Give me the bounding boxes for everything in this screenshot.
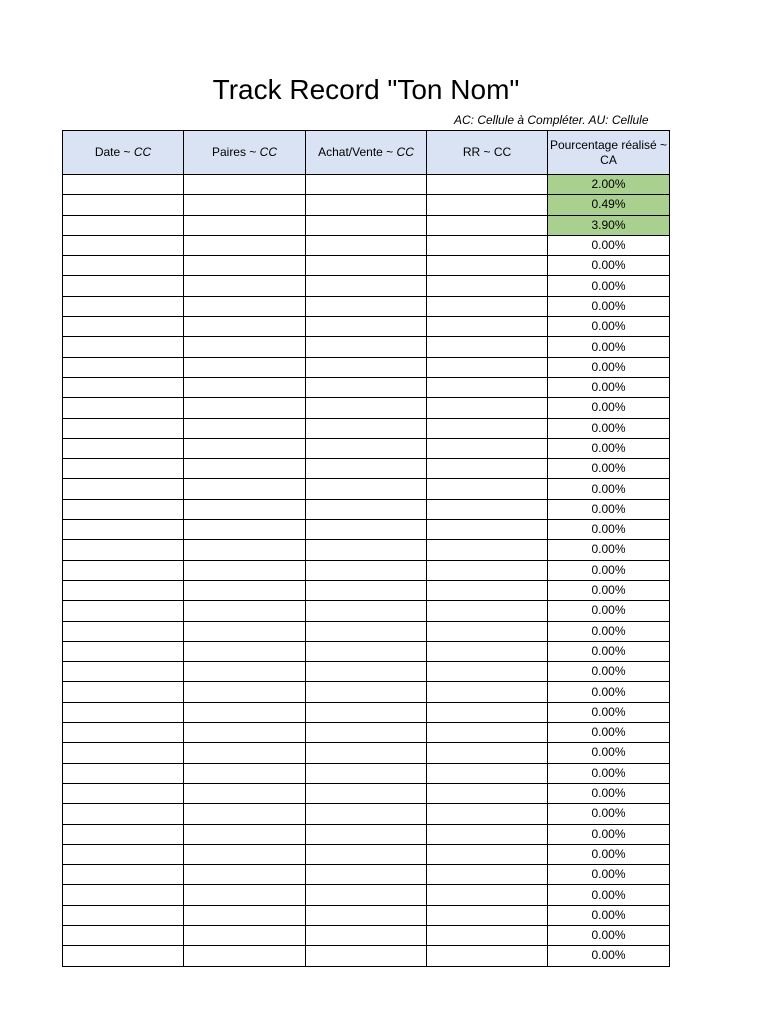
cell-rr[interactable] [427,175,548,195]
cell-pourcentage[interactable]: 3.90% [548,215,670,235]
header-row [63,131,670,175]
cell-date[interactable] [63,296,184,316]
cell-pourcentage[interactable]: 0.00% [548,398,670,418]
table-row [63,662,670,682]
cell-rr[interactable] [427,479,548,499]
cell-pourcentage[interactable]: 0.00% [548,499,670,519]
cell-pourcentage[interactable]: 0.00% [548,783,670,803]
cell-date[interactable] [63,743,184,763]
table-row [63,459,670,479]
cell-paires[interactable] [184,723,306,743]
cell-date[interactable] [63,925,184,945]
cell-achat-vente[interactable] [306,175,427,195]
cell-rr[interactable] [427,885,548,905]
cell-rr[interactable] [427,256,548,276]
cell-date[interactable] [63,256,184,276]
cell-paires[interactable] [184,317,306,337]
cell-rr[interactable] [427,337,548,357]
cell-date[interactable] [63,702,184,722]
header-paires[interactable] [184,131,306,175]
header-achat-vente-tag: CC [396,145,414,159]
table-row [63,682,670,702]
cell-date[interactable] [63,317,184,337]
cell-pourcentage[interactable]: 0.00% [548,296,670,316]
cell-rr[interactable] [427,377,548,397]
cell-achat-vente[interactable] [306,580,427,600]
cell-paires[interactable] [184,824,306,844]
table-row [63,824,670,844]
table-row [63,317,670,337]
cell-date[interactable] [63,885,184,905]
cell-date[interactable] [63,723,184,743]
cell-date[interactable] [63,215,184,235]
cell-paires[interactable] [184,377,306,397]
header-rr-label: RR ~ CC [462,145,512,159]
cell-date[interactable] [63,783,184,803]
cell-date[interactable] [63,844,184,864]
cell-achat-vente[interactable] [306,621,427,641]
header-date-tag: CC [133,145,152,159]
table-row [63,256,670,276]
header-achat-vente-label: Achat/Vente ~ [318,145,397,159]
cell-date[interactable] [63,377,184,397]
table-row [63,499,670,519]
cell-date[interactable] [63,641,184,661]
cell-paires[interactable] [184,743,306,763]
cell-achat-vente[interactable] [306,925,427,945]
cell-pourcentage[interactable]: 0.00% [548,865,670,885]
cell-pourcentage[interactable]: 0.00% [548,946,670,966]
cell-rr[interactable] [427,723,548,743]
table-row [63,357,670,377]
table-row [63,723,670,743]
table-row [63,804,670,824]
cell-rr[interactable] [427,702,548,722]
cell-rr[interactable] [427,520,548,540]
table-row [63,540,670,560]
cell-date[interactable] [63,804,184,824]
cell-rr[interactable] [427,296,548,316]
cell-rr[interactable] [427,783,548,803]
cell-date[interactable] [63,763,184,783]
cell-paires[interactable] [184,925,306,945]
cell-achat-vente[interactable] [306,215,427,235]
cell-rr[interactable] [427,905,548,925]
table-row [63,925,670,945]
header-pourcentage-label: Pourcentage réalisé ~ CA [549,137,668,167]
table-row [63,438,670,458]
cell-rr[interactable] [427,418,548,438]
cell-date[interactable] [63,682,184,702]
cell-paires[interactable] [184,520,306,540]
cell-pourcentage[interactable]: 0.00% [548,256,670,276]
cell-date[interactable] [63,540,184,560]
header-achat-vente[interactable] [306,131,427,175]
cell-rr[interactable] [427,682,548,702]
cell-achat-vente[interactable] [306,317,427,337]
cell-paires[interactable] [184,844,306,864]
cell-rr[interactable] [427,276,548,296]
cell-paires[interactable] [184,783,306,803]
cell-achat-vente[interactable] [306,763,427,783]
cell-achat-vente[interactable] [306,662,427,682]
cell-paires[interactable] [184,296,306,316]
table-row [63,520,670,540]
legend-note-container [380,111,670,129]
cell-rr[interactable] [427,540,548,560]
cell-date[interactable] [63,824,184,844]
cell-rr[interactable] [427,865,548,885]
cell-paires[interactable] [184,235,306,255]
legend-note: AC: Cellule à Compléter. AU: Cellule [454,113,649,127]
cell-pourcentage[interactable]: 0.00% [548,743,670,763]
cell-date[interactable] [63,337,184,357]
cell-pourcentage[interactable]: 0.00% [548,885,670,905]
cell-rr[interactable] [427,763,548,783]
table-row [63,377,670,397]
cell-achat-vente[interactable] [306,459,427,479]
table-row [63,215,670,235]
cell-rr[interactable] [427,398,548,418]
cell-paires[interactable] [184,905,306,925]
cell-date[interactable] [63,560,184,580]
cell-pourcentage[interactable]: 0.00% [548,438,670,458]
cell-paires[interactable] [184,459,306,479]
cell-date[interactable] [63,479,184,499]
cell-rr[interactable] [427,641,548,661]
cell-paires[interactable] [184,702,306,722]
table-row [63,601,670,621]
cell-paires[interactable] [184,479,306,499]
header-pourcentage[interactable] [548,131,670,175]
cell-achat-vente[interactable] [306,540,427,560]
cell-paires[interactable] [184,256,306,276]
cell-pourcentage[interactable]: 0.00% [548,702,670,722]
cell-paires[interactable] [184,499,306,519]
cell-rr[interactable] [427,946,548,966]
cell-achat-vente[interactable] [306,641,427,661]
cell-pourcentage[interactable]: 0.49% [548,195,670,215]
cell-achat-vente[interactable] [306,682,427,702]
cell-achat-vente[interactable] [306,946,427,966]
cell-achat-vente[interactable] [306,885,427,905]
cell-rr[interactable] [427,601,548,621]
cell-achat-vente[interactable] [306,256,427,276]
cell-rr[interactable] [427,235,548,255]
table-row [63,702,670,722]
cell-pourcentage[interactable]: 0.00% [548,662,670,682]
cell-achat-vente[interactable] [306,357,427,377]
cell-pourcentage[interactable]: 2.00% [548,175,670,195]
cell-pourcentage[interactable]: 0.00% [548,905,670,925]
cell-rr[interactable] [427,662,548,682]
cell-pourcentage[interactable]: 0.00% [548,377,670,397]
table-row [63,175,670,195]
table-row [63,641,670,661]
cell-date[interactable] [63,946,184,966]
cell-rr[interactable] [427,580,548,600]
cell-date[interactable] [63,662,184,682]
cell-paires[interactable] [184,438,306,458]
cell-paires[interactable] [184,885,306,905]
cell-paires[interactable] [184,662,306,682]
header-date-label: Date ~ [94,145,134,159]
table-row [63,296,670,316]
cell-pourcentage[interactable]: 0.00% [548,235,670,255]
cell-date[interactable] [63,520,184,540]
cell-rr[interactable] [427,925,548,945]
cell-achat-vente[interactable] [306,337,427,357]
cell-achat-vente[interactable] [306,601,427,621]
cell-achat-vente[interactable] [306,560,427,580]
cell-achat-vente[interactable] [306,377,427,397]
cell-achat-vente[interactable] [306,418,427,438]
table-row [63,398,670,418]
cell-paires[interactable] [184,398,306,418]
cell-date[interactable] [63,235,184,255]
table-row [63,479,670,499]
cell-pourcentage[interactable]: 0.00% [548,540,670,560]
cell-pourcentage[interactable]: 0.00% [548,317,670,337]
cell-paires[interactable] [184,560,306,580]
table-row [63,905,670,925]
cell-paires[interactable] [184,763,306,783]
cell-pourcentage[interactable]: 0.00% [548,459,670,479]
cell-achat-vente[interactable] [306,195,427,215]
header-paires-label: Paires ~ [211,145,260,159]
cell-pourcentage[interactable]: 0.00% [548,418,670,438]
cell-paires[interactable] [184,175,306,195]
cell-achat-vente[interactable] [306,905,427,925]
table-row [63,946,670,966]
cell-paires[interactable] [184,621,306,641]
table-row [63,865,670,885]
cell-pourcentage[interactable]: 0.00% [548,520,670,540]
header-paires-tag: CC [259,145,278,159]
cell-pourcentage[interactable]: 0.00% [548,357,670,377]
cell-paires[interactable] [184,215,306,235]
cell-pourcentage[interactable]: 0.00% [548,824,670,844]
cell-achat-vente[interactable] [306,804,427,824]
table-row [63,195,670,215]
cell-achat-vente[interactable] [306,499,427,519]
cell-pourcentage[interactable]: 0.00% [548,723,670,743]
cell-rr[interactable] [427,459,548,479]
cell-pourcentage[interactable]: 0.00% [548,763,670,783]
cell-achat-vente[interactable] [306,783,427,803]
cell-date[interactable] [63,580,184,600]
table-body [63,175,670,967]
cell-rr[interactable] [427,499,548,519]
cell-achat-vente[interactable] [306,276,427,296]
cell-achat-vente[interactable] [306,865,427,885]
table-row [63,885,670,905]
table-row [63,235,670,255]
cell-rr[interactable] [427,560,548,580]
cell-paires[interactable] [184,418,306,438]
cell-date[interactable] [63,499,184,519]
cell-paires[interactable] [184,195,306,215]
cell-achat-vente[interactable] [306,520,427,540]
table-row [63,844,670,864]
cell-rr[interactable] [427,621,548,641]
cell-date[interactable] [63,357,184,377]
cell-pourcentage[interactable]: 0.00% [548,621,670,641]
cell-rr[interactable] [427,438,548,458]
cell-paires[interactable] [184,682,306,702]
cell-date[interactable] [63,865,184,885]
cell-paires[interactable] [184,804,306,824]
cell-rr[interactable] [427,844,548,864]
cell-achat-vente[interactable] [306,438,427,458]
header-rr[interactable] [427,131,548,175]
cell-pourcentage[interactable]: 0.00% [548,844,670,864]
cell-date[interactable] [63,438,184,458]
cell-achat-vente[interactable] [306,844,427,864]
cell-date[interactable] [63,601,184,621]
cell-date[interactable] [63,459,184,479]
cell-achat-vente[interactable] [306,479,427,499]
cell-pourcentage[interactable]: 0.00% [548,479,670,499]
cell-rr[interactable] [427,195,548,215]
cell-pourcentage[interactable]: 0.00% [548,276,670,296]
cell-pourcentage[interactable]: 0.00% [548,580,670,600]
cell-achat-vente[interactable] [306,296,427,316]
cell-rr[interactable] [427,317,548,337]
table-row [63,560,670,580]
cell-achat-vente[interactable] [306,235,427,255]
track-record-table [62,130,670,967]
cell-date[interactable] [63,276,184,296]
cell-date[interactable] [63,175,184,195]
cell-date[interactable] [63,398,184,418]
cell-date[interactable] [63,195,184,215]
cell-rr[interactable] [427,743,548,763]
cell-rr[interactable] [427,215,548,235]
cell-achat-vente[interactable] [306,824,427,844]
cell-date[interactable] [63,905,184,925]
cell-paires[interactable] [184,865,306,885]
cell-paires[interactable] [184,946,306,966]
cell-date[interactable] [63,418,184,438]
cell-paires[interactable] [184,357,306,377]
table-row [63,337,670,357]
cell-date[interactable] [63,621,184,641]
table-row [63,763,670,783]
cell-paires[interactable] [184,276,306,296]
cell-achat-vente[interactable] [306,723,427,743]
table-row [63,743,670,763]
table-row [63,418,670,438]
table-row [63,580,670,600]
cell-achat-vente[interactable] [306,398,427,418]
cell-pourcentage[interactable]: 0.00% [548,337,670,357]
cell-pourcentage[interactable]: 0.00% [548,560,670,580]
cell-rr[interactable] [427,824,548,844]
cell-rr[interactable] [427,804,548,824]
cell-paires[interactable] [184,540,306,560]
cell-achat-vente[interactable] [306,743,427,763]
cell-paires[interactable] [184,641,306,661]
cell-achat-vente[interactable] [306,702,427,722]
table-row [63,621,670,641]
header-date[interactable] [63,131,184,175]
table-row [63,783,670,803]
cell-pourcentage[interactable]: 0.00% [548,925,670,945]
cell-rr[interactable] [427,357,548,377]
cell-paires[interactable] [184,601,306,621]
cell-paires[interactable] [184,580,306,600]
cell-pourcentage[interactable]: 0.00% [548,641,670,661]
cell-paires[interactable] [184,337,306,357]
table-row [63,276,670,296]
cell-pourcentage[interactable]: 0.00% [548,682,670,702]
sheet-title: Track Record "Ton Nom" [212,74,520,105]
cell-pourcentage[interactable]: 0.00% [548,804,670,824]
cell-pourcentage[interactable]: 0.00% [548,601,670,621]
